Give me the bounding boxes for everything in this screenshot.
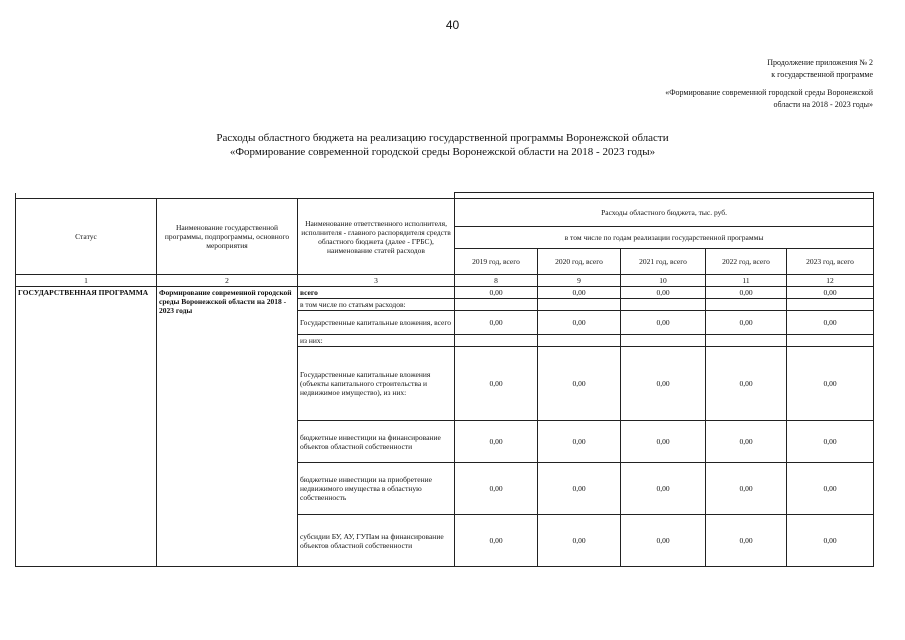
value-cell: 0,00 [455,463,538,515]
row-label: субсидии БУ, АУ, ГУПам на финансирование объектов областной собственности [298,515,455,567]
value-cell: 0,00 [787,287,874,299]
value-cell [621,299,706,311]
value-cell: 0,00 [455,515,538,567]
column-number: 11 [706,275,787,287]
column-number: 3 [298,275,455,287]
row-label: бюджетные инвестиции на приобретение недвижимого имущества в областную собственность [298,463,455,515]
value-cell [455,335,538,347]
column-number: 9 [538,275,621,287]
value-cell: 0,00 [538,421,621,463]
row-label: в том числе по статьям расходов: [298,299,455,311]
value-cell: 0,00 [621,421,706,463]
value-cell [706,299,787,311]
program-name-cell: Формирование современной городской среды Воронежской области на 2018 - 2023 годы [157,287,298,567]
column-number: 8 [455,275,538,287]
value-cell [787,299,874,311]
appendix-line: к государственной программе [771,70,873,79]
value-cell: 0,00 [455,347,538,421]
header-budget-subgroup: в том числе по годам реализации государственной программы [455,227,874,249]
value-cell: 0,00 [787,311,874,335]
header-year: 2022 год, всего [706,249,787,275]
budget-table [15,192,874,567]
column-number: 2 [157,275,298,287]
table-row [16,287,874,299]
row-label: бюджетные инвестиции на финансирование объектов областной собственности [298,421,455,463]
value-cell: 0,00 [538,347,621,421]
value-cell: 0,00 [538,311,621,335]
value-cell: 0,00 [538,463,621,515]
header-year: 2020 год, всего [538,249,621,275]
header-budget-group: Расходы областного бюджета, тыс. руб. [455,199,874,227]
value-cell: 0,00 [621,515,706,567]
value-cell: 0,00 [706,347,787,421]
value-cell: 0,00 [621,287,706,299]
value-cell: 0,00 [706,287,787,299]
value-cell: 0,00 [538,515,621,567]
value-cell [706,335,787,347]
header-year: 2021 год, всего [621,249,706,275]
row-label: Государственные капитальные вложения, всего [298,311,455,335]
status-cell: ГОСУДАРСТВЕННАЯ ПРОГРАММА [16,287,157,567]
value-cell [621,335,706,347]
row-label: Государственные капитальные вложения (объекты капитального строительства и недвижимое имущество), из них: [298,347,455,421]
title-line: «Формирование современной городской среды Воронежской области на 2018 - 2023 годы» [229,146,656,158]
value-cell: 0,00 [787,515,874,567]
value-cell [455,299,538,311]
value-cell: 0,00 [621,463,706,515]
value-cell: 0,00 [538,287,621,299]
value-cell: 0,00 [706,515,787,567]
value-cell: 0,00 [787,421,874,463]
title-line: Расходы областного бюджета на реализацию государственной программы Воронежской области [216,132,669,144]
header-year: 2019 год, всего [455,249,538,275]
value-cell: 0,00 [706,463,787,515]
value-cell: 0,00 [621,347,706,421]
page-number: 40 [445,18,460,32]
value-cell [538,335,621,347]
value-cell: 0,00 [706,421,787,463]
value-cell: 0,00 [706,311,787,335]
appendix-note [665,57,873,111]
value-cell: 0,00 [455,287,538,299]
column-number-row [16,275,874,287]
column-number: 1 [16,275,157,287]
header-program-name: Наименование государственной программы, подпрограммы, основного мероприятия [157,199,298,275]
value-cell: 0,00 [621,311,706,335]
document-title [0,131,885,159]
row-label: из них: [298,335,455,347]
column-number: 12 [787,275,874,287]
value-cell [787,335,874,347]
value-cell: 0,00 [787,463,874,515]
appendix-line: области на 2018 - 2023 годы» [773,100,873,109]
appendix-line: «Формирование современной городской среды Воронежской [665,88,873,97]
header-executor: Наименование ответственного исполнителя, исполнителя - главного распорядителя средств областного бюджета (далее - ГРБС), наименование статей расходов [298,199,455,275]
row-label: всего [298,287,455,299]
column-number: 10 [621,275,706,287]
value-cell: 0,00 [787,347,874,421]
header-status: Статус [16,199,157,275]
value-cell: 0,00 [455,421,538,463]
value-cell [538,299,621,311]
header-year: 2023 год, всего [787,249,874,275]
appendix-line: Продолжение приложения № 2 [767,58,873,67]
value-cell: 0,00 [455,311,538,335]
